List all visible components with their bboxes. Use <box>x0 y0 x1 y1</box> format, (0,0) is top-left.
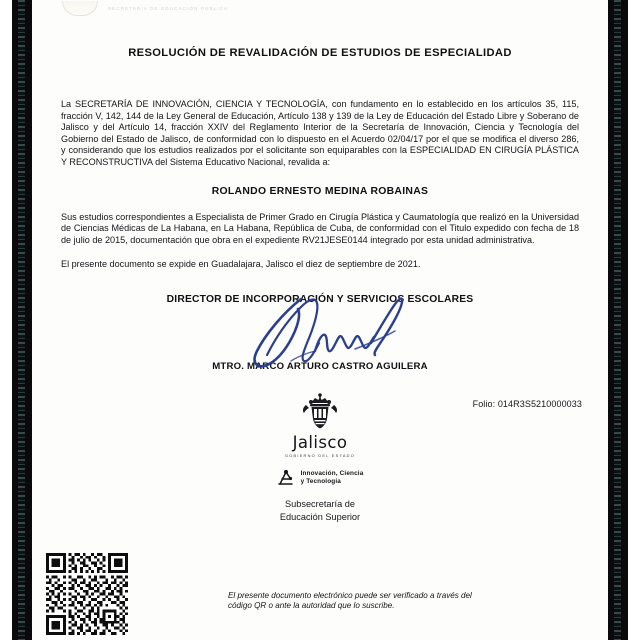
subsecretary-block <box>280 498 360 523</box>
signature-area <box>54 303 586 365</box>
agency-name-line-1: Innovación, Ciencia <box>300 469 364 477</box>
subsecretary-line-1: Subsecretaría de <box>285 498 355 509</box>
issue-date-paragraph: El presente documento se expide en Guadalajara, Jalisco el diez de septiembre de 2021. <box>61 259 421 270</box>
folio-number: Folio: 014R3S5210000033 <box>472 398 582 409</box>
agency-name-line-2: y Tecnología <box>300 477 341 485</box>
signer-name: MTRO. MARCO ARTURO CASTRO AGUILERA <box>212 360 428 372</box>
agency-logo-row <box>277 469 364 487</box>
resolution-paragraph-2: Sus estudios correspondientes a Especialista de Primer Grado en Cirugía Plástica y Caumatología que realizó en la Universidad de Ciencias Médicas de La Habana, en La Habana, República de Cuba, de conformidad con el Titulo expedido con fecha de 18 de julio de 2015, documentación que obra en el expediente RV21JESE0144 integrado por esta unidad administrativa. <box>61 211 579 245</box>
government-emblem-block <box>54 392 586 523</box>
right-edge-band <box>608 0 628 640</box>
sep-watermark-label: SECRETARÍA DE EDUCACIÓN PÚBLICA <box>108 6 229 11</box>
qr-code-icon[interactable] <box>46 553 128 635</box>
director-title: DIRECTOR DE INCORPORACIÓN Y SERVICIOS ESCOLARES <box>166 293 474 305</box>
verification-line-2: código QR o ante la autoridad que lo suscribe. <box>228 601 395 611</box>
jalisco-wordmark: Jalisco <box>292 432 348 452</box>
subsecretary-line-2: Educación Superior <box>279 511 361 522</box>
verification-note <box>228 591 590 612</box>
handwritten-signature-icon <box>205 295 435 373</box>
page-title: RESOLUCIÓN DE REVALIDACIÓN DE ESTUDIOS DE ESPECIALIDAD <box>128 47 512 59</box>
resolution-paragraph-1: La SECRETARÍA DE INNOVACIÓN, CIENCIA Y TECNOLOGÍA, con fundamento en lo establecido en los artículos 35, 115, fracción V, 142, 144 de la Ley General de Educación, Artículo 138 y 139 de la Ley de Educación del Estado Libre y Soberano de Jalisco y del Artículo 14, fracción XXIV del Reglamento Interior de la Secretaría de Innovación, Ciencia y Tecnología del Gobierno del Estado de Jalisco, de conformidad con lo dispuesto en el Acuerdo 02/04/17 por el que se modifica el diverso 286, y considerando que los estudios realizados por el solicitante son equiparables con la ESPECIALIDAD EN CIRUGÍA PLÁSTICA Y RECONSTRUCTIVA del Sistema Educativo Nacional, revalida a: <box>61 99 579 167</box>
document-sheet <box>32 0 608 640</box>
verification-line-1: El presente documento electrónico puede ser verificado a través del <box>228 590 472 600</box>
jalisco-wordmark-subtitle: GOBIERNO DEL ESTADO <box>284 452 355 458</box>
innovacion-ciencia-tecnologia-icon <box>277 469 295 487</box>
left-gutter <box>0 0 12 640</box>
right-gutter <box>628 0 640 640</box>
agency-name <box>301 470 364 486</box>
left-edge-band <box>12 0 32 640</box>
document-content <box>54 0 586 522</box>
revalidated-person-name: ROLANDO ERNESTO MEDINA ROBAINAS <box>211 185 429 197</box>
jalisco-coat-of-arms-icon <box>297 392 343 432</box>
emblem-and-folio-row <box>54 392 586 522</box>
